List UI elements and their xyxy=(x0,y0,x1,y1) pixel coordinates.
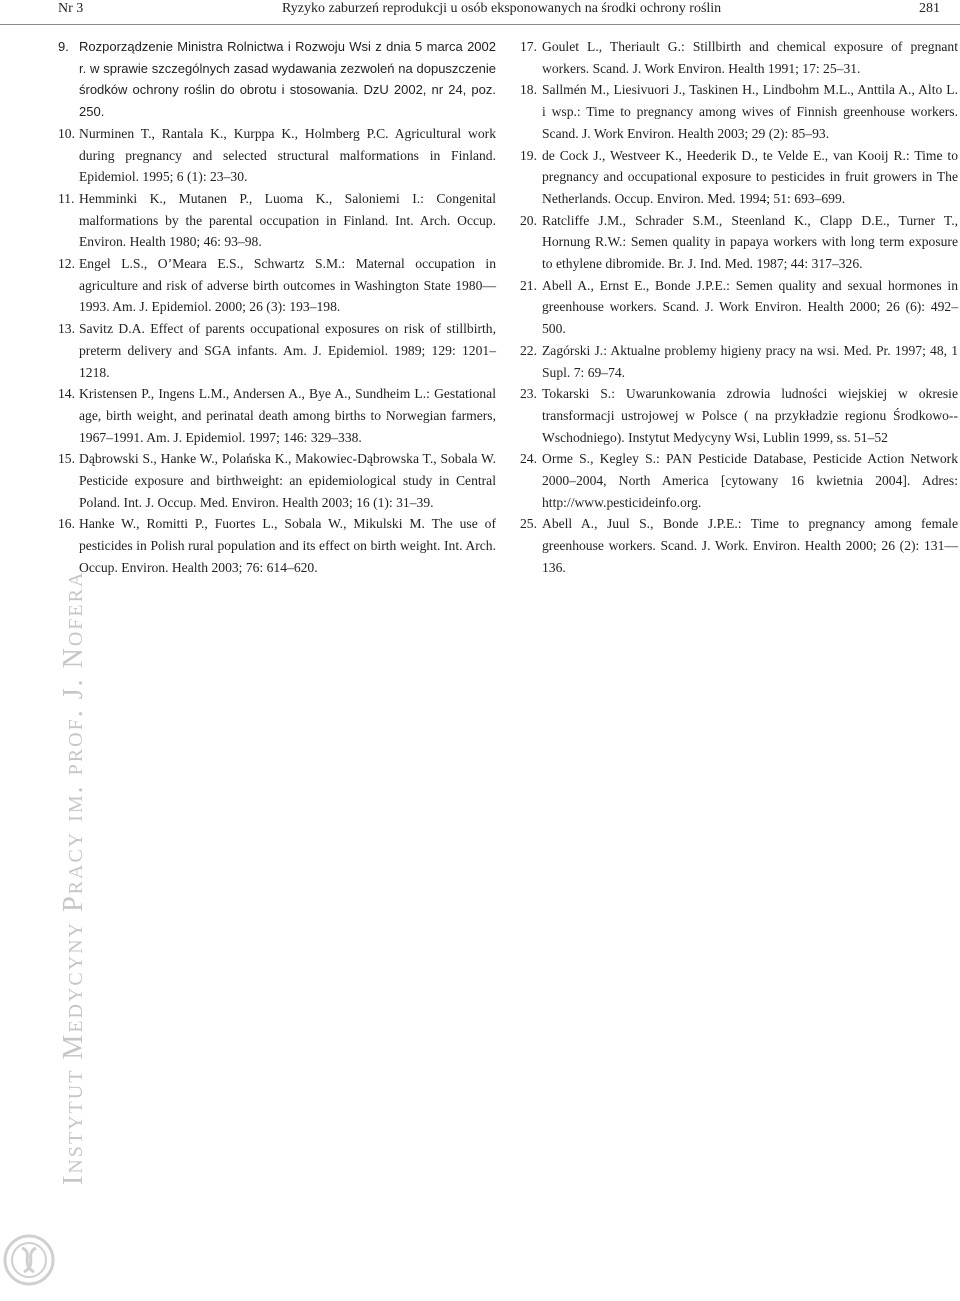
reference-item: 25. Abell A., Juul S., Bonde J.P.E.: Time to pregnancy among female greenhouse workers. Scand. J. Work. Environ. Health 2000; 26 (2): 131––136. xyxy=(520,516,958,575)
reference-item: 13. Savitz D.A. Effect of parents occupational exposures on risk of stillbirth, preterm delivery and SGA infants. Am. J. Epidemiol. 1989; 129: 1201–1218. xyxy=(58,321,496,380)
references-left-column xyxy=(58,36,496,579)
publisher-watermark: Instytut Medycyny Pracy im. prof. J. Nofera xyxy=(58,570,89,1185)
reference-item: 19. de Cock J., Westveer K., Heederik D., te Velde E., van Kooij R.: Time to pregnancy and occupational exposure to pesticides in fruit growers in The Netherlands. Occup. Environ. Med. 1994; 51: 693–699. xyxy=(520,147,958,206)
reference-item: 21. Abell A., Ernst E., Bonde J.P.E.: Semen quality and sexual hormones in greenhouse workers. Scand. J. Work Environ. Health 2000; 26 (6): 492–500. xyxy=(520,277,958,337)
institute-logo-icon xyxy=(0,1222,58,1296)
references-right-column xyxy=(520,36,958,579)
running-header xyxy=(0,0,960,25)
reference-item: 14. Kristensen P., Ingens L.M., Andersen A., Bye A., Sundheim L.: Gestational age, birth weight, and perinatal death among births to Norwegian farmers, 1967–1991. Am. J. Epidemiol. 1997; 146: 329–338. xyxy=(58,386,496,445)
reference-item: 20. Ratcliffe J.M., Schrader S.M., Steenland K., Clapp D.E., Turner T., Hornung R.W.: Semen quality in papaya workers with long term exposure to ethylene dibromide. Br. J. Ind. Med. 1987; 44: 317–326. xyxy=(520,212,958,272)
running-title: Ryzyko zaburzeń reprodukcji u osób eksponowanych na środki ochrony roślin xyxy=(282,1,722,16)
reference-item: 15. Dąbrowski S., Hanke W., Polańska K., Makowiec-Dąbrowska T., Sobala W. Pesticide exposure and birthweight: an epidemiological study in Central Poland. Int. J. Occup. Med. Environ. Health 2003; 16 (1): 31–39. xyxy=(58,451,496,510)
reference-item: 23. Tokarski S.: Uwarunkowania zdrowia ludności wiejskiej w okresie transformacji ustrojowej w Polsce ( na przykładzie regionu Środkowo--Wschodniego). Instytut Medycyny Wsi, Lublin 1999, ss. 51–52 xyxy=(520,386,958,445)
reference-item: 11. Hemminki K., Mutanen P., Luoma K., Saloniemi I.: Congenital malformations by the parental occupation in Finland. Int. Arch. Occup. Environ. Health 1980; 46: 93–98. xyxy=(58,190,496,250)
reference-item: 22. Zagórski J.: Aktualne problemy higieny pracy na wsi. Med. Pr. 1997; 48, 1 Supl. 7: 69–74. xyxy=(520,342,958,380)
reference-item: 9. Rozporządzenie Ministra Rolnictwa i Rozwoju Wsi z dnia 5 marca 2002 r. w sprawie szczególnych zasad wydawania zezwoleń na dopuszczenie środków ochrony roślin do obrotu i stosowania. DzU 2002, nr 24, poz. 250. xyxy=(58,39,496,120)
reference-item: 24. Orme S., Kegley S.: PAN Pesticide Database, Pesticide Action Network 2000–2004, North America [cytowany 16 kwietnia 2004]. Adres: http://www.pesticideinfo.org. xyxy=(520,451,958,510)
reference-item: 18. Sallmén M., Liesivuori J., Taskinen H., Lindbohm M.L., Anttila A., Alto L. i wsp.: Time to pregnancy among wives of Finnish greenhouse workers. Scand. J. Work Environ. Health 2003; 29 (2): 85–93. xyxy=(520,82,958,141)
page-number: 281 xyxy=(919,1,940,16)
reference-item: 10. Nurminen T., Rantala K., Kurppa K., Holmberg P.C. Agricultural work during pregnancy and selected structural malformations in Finland. Epidemiol. 1995; 6 (1): 23–30. xyxy=(58,125,496,185)
issue-number: Nr 3 xyxy=(58,1,84,16)
reference-item: 16. Hanke W., Romitti P., Fuortes L., Sobala W., Mikulski M. The use of pesticides in Polish rural population and its effect on birth weight. Int. Arch. Occup. Environ. Health 2003; 76: 614–620. xyxy=(58,516,496,575)
reference-item: 12. Engel L.S., O’Meara E.S., Schwartz S.M.: Maternal occupation in agriculture and risk of adverse birth outcomes in Washington State 1980––1993. Am. J. Epidemiol. 2000; 26 (3): 193–198. xyxy=(58,256,496,315)
reference-item: 17. Goulet L., Theriault G.: Stillbirth and chemical exposure of pregnant workers. Scand. J. Work Environ. Health 1991; 17: 25–31. xyxy=(520,39,958,76)
